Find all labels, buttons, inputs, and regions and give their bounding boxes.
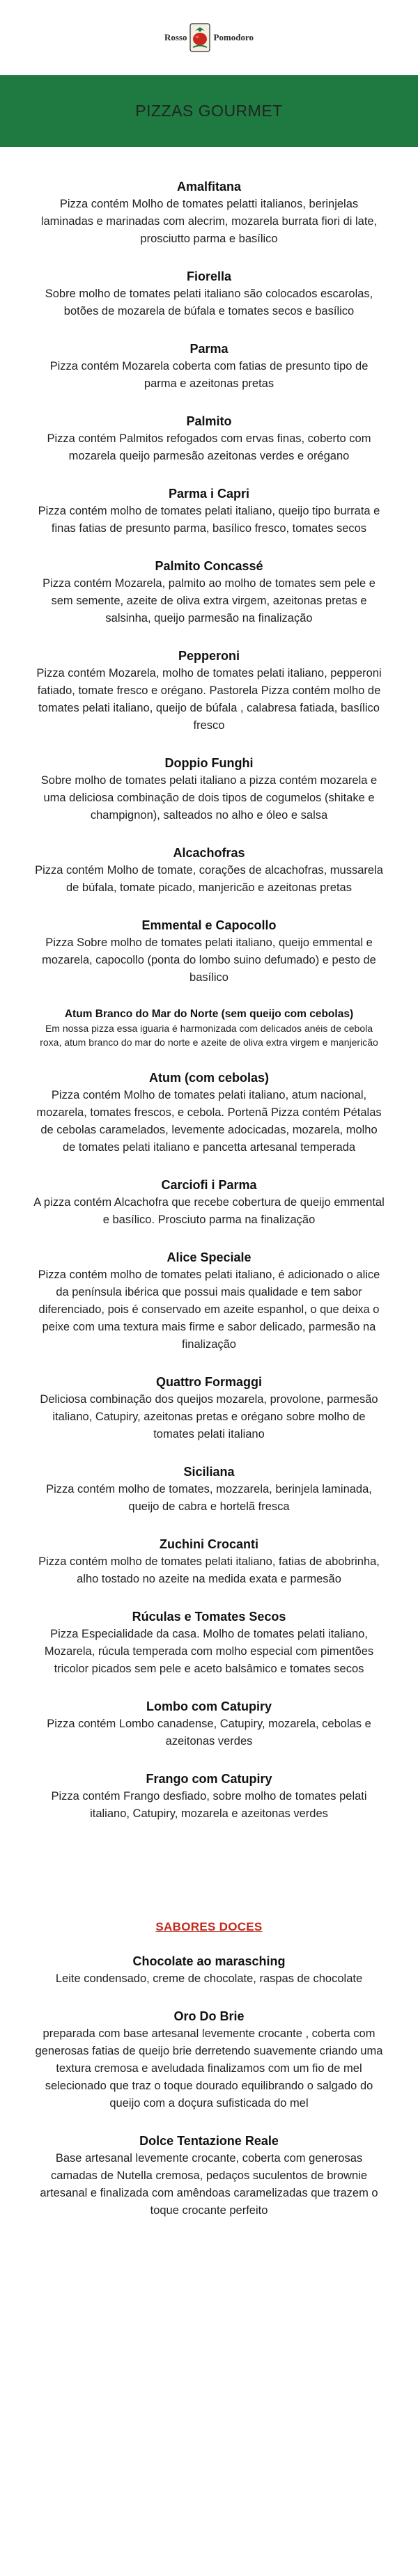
menu-item-description: Pizza contém Molho de tomates pelatti italianos, berinjelas laminadas e marinadas com alecrim, mozarela burrata fiori di late, prosciutto parma e basílico: [40, 198, 378, 245]
sweet-section-title: SABORES DOCES: [155, 1920, 263, 1933]
menu-item: [33, 1374, 385, 1443]
menu-list: [0, 147, 418, 2220]
menu-item: [33, 647, 385, 735]
menu-item: [33, 2008, 385, 2112]
menu-item: [33, 1069, 385, 1156]
menu-item-name: Atum (com cebolas): [148, 1071, 270, 1085]
logo-left-word: Rosso: [164, 32, 187, 42]
menu-item-description: Pizza Especialidade da casa. Molho de tomates pelati italiano, Mozarela, rúcula temperada com molho especial com pimentões tricolor picados sem pele e aceto balsâmico e tomates secos: [44, 1628, 374, 1675]
menu-item: [33, 1249, 385, 1353]
menu-item-name: Emmental e Capocollo: [141, 918, 277, 932]
menu-item: [33, 1007, 385, 1049]
menu-item: [33, 178, 385, 248]
menu-item-name: Oro Do Brie: [173, 2009, 245, 2023]
gourmet-banner: [0, 75, 418, 147]
menu-item-name: Palmito: [186, 414, 232, 428]
sweet-items: [0, 1953, 418, 2220]
menu-item-description: Pizza contém Molho de tomates pelati italiano, atum nacional, mozarela, tomates frescos, e cebola. Portenã Pizza contém Pétalas de cebolas caramelados, levemente adocicadas, mozarela, molho de tomates pelati italiano e pancetta artesanal temperada: [36, 1089, 382, 1154]
menu-item-name: Lombo com Catupiry: [146, 1699, 272, 1713]
menu-item: [33, 1177, 385, 1229]
menu-item: [33, 1536, 385, 1588]
menu-item-description: Deliciosa combinação dos queijos mozarela, provolone, parmesão italiano, Catupiry, azeitonas pretas e orégano sobre molho de tomates pelati italiano: [40, 1393, 378, 1440]
menu-item-description: Leite condensado, creme de chocolate, raspas de chocolate: [55, 1972, 363, 1985]
sweet-section-header: [0, 1920, 418, 1934]
menu-item-name: Chocolate ao marasching: [132, 1954, 286, 1968]
menu-item-name: Rúculas e Tomates Secos: [132, 1610, 286, 1624]
menu-item-description: Pizza contém Molho de tomate, corações de alcachofras, mussarela de búfala, tomate picado, manjericão e azeitonas pretas: [35, 864, 383, 894]
menu-item-description: Pizza contém molho de tomates pelati italiano, fatias de abobrinha, alho tostado no azeite na medida exata e parmesão: [38, 1555, 380, 1585]
menu-item-name: Alice Speciale: [167, 1250, 251, 1264]
menu-item: [33, 2133, 385, 2220]
menu-item-description: Base artesanal levemente crocante, coberta com generosas camadas de Nutella cremosa, pedaços suculentos de brownie artesanal e finalizada com amêndoas caramelizadas que trazem o toque crocante perfeito: [40, 2152, 378, 2217]
menu-item-name: Frango com Catupiry: [146, 1772, 272, 1786]
menu-item-name: Parma i Capri: [168, 487, 250, 501]
menu-item-name: Amalfitana: [176, 180, 242, 194]
menu-item: [33, 1953, 385, 1988]
menu-item-description: Pizza contém Mozarela, palmito ao molho de tomates sem pele e sem semente, azeite de oliva extra virgem, azeitonas pretas e salsinha, queijo parmesão na finalização: [42, 577, 376, 625]
menu-item-description: Pizza contém Frango desfiado, sobre molho de tomates pelati italiano, Catupiry, mozarela e azeitonas verdes: [51, 1790, 367, 1820]
gourmet-items: [0, 178, 418, 1823]
menu-item-description: Em nossa pizza essa iguaria é harmonizada com delicados anéis de cebola roxa, atum branco do mar do norte e azeite de oliva extra virgem e manjericão: [40, 1023, 378, 1048]
menu-item-description: Pizza contém Palmitos refogados com ervas finas, coberto com mozarela queijo parmesão azeitonas verdes e orégano: [47, 432, 371, 462]
menu-item-description: Pizza Sobre molho de tomates pelati italiano, queijo emmental e mozarela, capocollo (ponta do lombo suino defumado) e pesto de basílico: [42, 936, 376, 984]
menu-item-name: Parma: [189, 342, 229, 356]
menu-item-name: Atum Branco do Mar do Norte (sem queijo com cebolas): [64, 1008, 354, 1020]
menu-item: [33, 1463, 385, 1516]
menu-item-name: Quattro Formaggi: [156, 1375, 262, 1389]
menu-item: [33, 558, 385, 627]
menu-item-name: Doppio Funghi: [164, 756, 254, 770]
menu-item: [33, 340, 385, 393]
menu-item-description: Pizza contém molho de tomates pelati italiano, queijo tipo burrata e finas fatias de presunto parma, basílico fresco, tomates secos: [38, 505, 380, 535]
menu-item-description: Pizza contém molho de tomates, mozzarela, berinjela laminada, queijo de cabra e hortelã fresca: [46, 1483, 372, 1513]
menu-item: [33, 1698, 385, 1750]
menu-item-description: A pizza contém Alcachofra que recebe cobertura de queijo emmental e basílico. Prosciuto parma na finalização: [33, 1196, 385, 1226]
logo-right-word: Pomodoro: [213, 32, 254, 42]
menu-item-description: Pizza contém molho de tomates pelati italiano, é adicionado o alice da península ibérica que possui mais qualidade e tem sabor diferenciado, pois é conservado em azeite espanhol, o que deixa o peixe com uma textura mais firme e sabor delicado, parmesão na finalização: [38, 1269, 380, 1351]
menu-item: [33, 755, 385, 824]
menu-item: [33, 1608, 385, 1678]
menu-item: [33, 485, 385, 537]
banner-title: PIZZAS GOURMET: [135, 102, 283, 120]
menu-item-name: Carciofi i Parma: [161, 1178, 257, 1192]
menu-item: [33, 845, 385, 897]
menu-item: [33, 268, 385, 320]
tomato-logo-icon: [189, 22, 211, 53]
menu-item-name: Palmito Concassé: [155, 559, 263, 573]
menu-item-description: Sobre molho de tomates pelati italiano a pizza contém mozarela e uma deliciosa combinação de dois tipos de cogumelos (shitake e champignon), salteados no alho e óleo e salsa: [40, 774, 378, 822]
menu-item-name: Alcachofras: [173, 846, 245, 860]
menu-item: [33, 917, 385, 987]
menu-item-description: Pizza contém Mozarela coberta com fatias de presunto tipo de parma e azeitonas pretas: [49, 360, 369, 390]
menu-item: [33, 413, 385, 465]
menu-item-name: Dolce Tentazione Reale: [139, 2134, 279, 2148]
menu-item-description: Pizza contém Mozarela, molho de tomates pelati italiano, pepperoni fatiado, tomate fresco e orégano. Pastorela Pizza contém molho de tomates pelati italiano, queijo de búfala , calabresa fatiada, basílico fresco: [36, 667, 382, 732]
menu-item: [33, 1770, 385, 1823]
menu-item-description: Pizza contém Lombo canadense, Catupiry, mozarela, cebolas e azeitonas verdes: [47, 1718, 371, 1748]
menu-item-name: Pepperoni: [178, 649, 240, 663]
header: [0, 0, 418, 75]
menu-item-name: Zuchini Crocanti: [159, 1537, 258, 1551]
menu-item-name: Fiorella: [186, 269, 232, 283]
brand-logo[interactable]: [164, 22, 254, 53]
menu-item-description: Sobre molho de tomates pelati italiano são colocados escarolas, botões de mozarela de búfala e tomates secos e basílico: [45, 288, 373, 317]
menu-item-name: Siciliana: [183, 1465, 235, 1479]
menu-item-description: preparada com base artesanal levemente crocante , coberta com generosas fatias de queijo brie derretendo suavemente criando uma textura cremosa e aveludada finalizamos com um fio de mel selecionado que traz o toque dourado equilibrando o salgado do queijo com a doçura sufisticada do mel: [35, 2027, 383, 2110]
